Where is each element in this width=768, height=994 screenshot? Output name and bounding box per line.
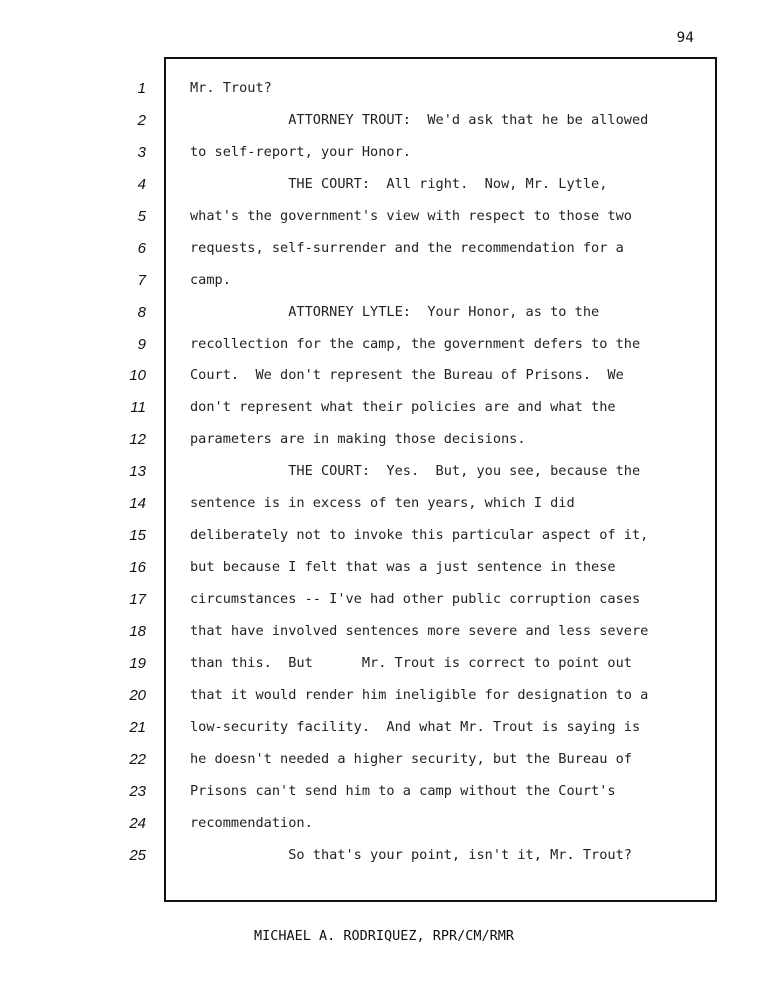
- transcript-line: So that's your point, isn't it, Mr. Trout?: [190, 846, 632, 863]
- line-number: 10: [129, 367, 146, 385]
- line-number: 20: [129, 686, 146, 704]
- transcript-line: that it would render him ineligible for designation to a: [190, 686, 649, 703]
- transcript-line: deliberately not to invoke this particular aspect of it,: [190, 527, 649, 544]
- transcript-line: recommendation.: [190, 814, 313, 831]
- line-number: 12: [129, 431, 146, 449]
- transcript-line: Mr. Trout?: [190, 80, 272, 96]
- line-number: 16: [129, 559, 146, 577]
- transcript-line: he doesn't needed a higher security, but the Bureau of: [190, 750, 632, 767]
- line-number: 19: [129, 654, 146, 672]
- transcript-line: that have involved sentences more severe and less severe: [190, 622, 649, 639]
- line-number: 4: [137, 175, 146, 193]
- transcript-text: [190, 73, 710, 871]
- line-number: 14: [129, 495, 146, 513]
- transcript-line: recollection for the camp, the government defers to the: [190, 335, 641, 352]
- line-number: 6: [137, 239, 146, 257]
- transcript-line: what's the government's view with respect to those two: [190, 207, 632, 224]
- transcript-line: THE COURT: Yes. But, you see, because the: [190, 463, 641, 480]
- line-number: 13: [129, 463, 146, 481]
- line-number: 11: [130, 399, 146, 417]
- line-number: 8: [137, 303, 146, 321]
- page-number: 94: [676, 30, 694, 46]
- line-number: 3: [137, 143, 146, 161]
- line-number: 22: [129, 750, 146, 768]
- line-number: 23: [129, 782, 146, 800]
- transcript-line: don't represent what their policies are and what the: [190, 399, 616, 416]
- line-number: 7: [137, 271, 146, 289]
- line-number: 17: [129, 591, 146, 608]
- line-number: 9: [137, 335, 146, 353]
- transcript-line: to self-report, your Honor.: [190, 143, 411, 160]
- transcript-line: Court. We don't represent the Bureau of Prisons. We: [190, 367, 624, 384]
- transcript-line: ATTORNEY TROUT: We'd ask that he be allowed: [190, 111, 649, 128]
- transcript-line: requests, self-surrender and the recommendation for a: [190, 239, 624, 256]
- transcript-line: camp.: [190, 271, 231, 288]
- line-number: 25: [129, 846, 146, 864]
- line-number-column: [110, 73, 146, 871]
- transcript-line: but because I felt that was a just sentence in these: [190, 559, 616, 576]
- line-number: 24: [129, 814, 146, 832]
- line-number: 21: [129, 718, 146, 736]
- transcript-line: than this. But Mr. Trout is correct to point out: [190, 654, 632, 671]
- line-number: 18: [129, 622, 146, 640]
- transcript-line: circumstances -- I've had other public corruption cases: [190, 591, 641, 607]
- line-number: 1: [137, 80, 146, 97]
- line-number: 15: [129, 527, 146, 545]
- line-number: 2: [137, 111, 146, 129]
- transcript-line: THE COURT: All right. Now, Mr. Lytle,: [190, 175, 608, 192]
- transcript-line: ATTORNEY LYTLE: Your Honor, as to the: [190, 303, 600, 320]
- transcript-line: low-security facility. And what Mr. Trout is saying is: [190, 718, 641, 735]
- line-number: 5: [137, 207, 146, 225]
- transcript-line: parameters are in making those decisions.: [190, 431, 526, 448]
- reporter-footer: MICHAEL A. RODRIQUEZ, RPR/CM/RMR: [253, 928, 515, 944]
- transcript-line: sentence is in excess of ten years, which I did: [190, 495, 575, 512]
- transcript-line: Prisons can't send him to a camp without the Court's: [190, 782, 616, 799]
